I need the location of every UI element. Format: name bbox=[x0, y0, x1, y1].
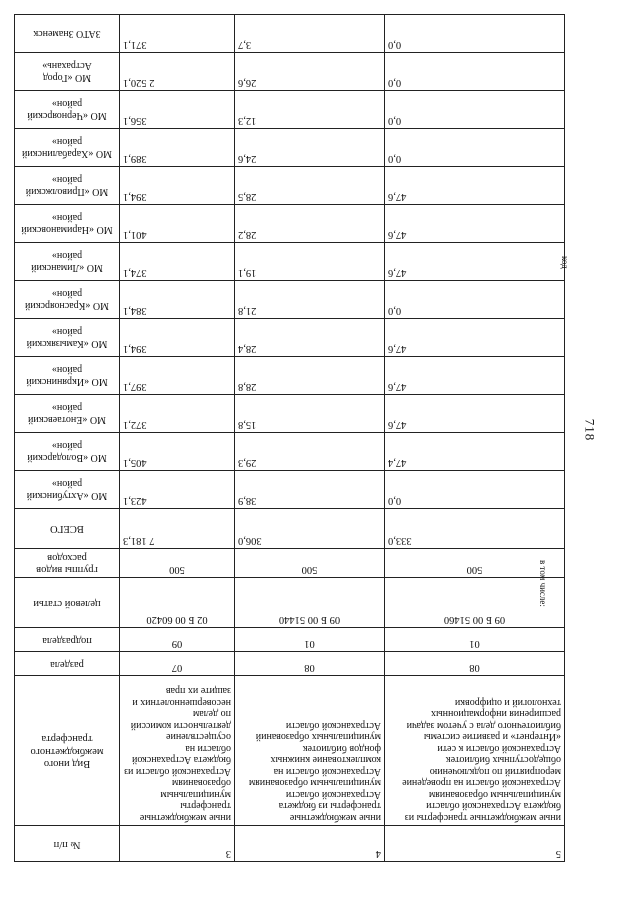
row-mo-value: 47,6 bbox=[385, 394, 565, 432]
row-mo-value: 374,1 bbox=[120, 242, 235, 280]
header-mo: МО «Харабалинский район» bbox=[15, 128, 120, 166]
row-mo-value: 389,1 bbox=[120, 128, 235, 166]
row-mo-value: 28,8 bbox=[235, 356, 385, 394]
row-mo-value: 26,6 bbox=[235, 52, 385, 90]
header-name: Вид иного межбюджетного трансферта bbox=[15, 676, 120, 826]
row-mo-value: 405,1 bbox=[120, 432, 235, 470]
row-name: иные межбюджетные трансферты из бюджета Астраханской области муниципальным образованиям Астраханской области на проведение мероприятий по подключению общедоступных библиотек Астраханской области к сети «Интернет» и развитие системы библиотечного дела с учетом задачи расширения информационных технологий и оцифровки bbox=[385, 676, 565, 826]
row-mo-value: 28,4 bbox=[235, 318, 385, 356]
header-mo: МО «Черноярский район» bbox=[15, 90, 120, 128]
header-mo: ЗАТО Знаменск bbox=[15, 14, 120, 52]
row-mo-value: 29,3 bbox=[235, 432, 385, 470]
page-number: 718 bbox=[582, 418, 598, 442]
row-mo-value: 38,9 bbox=[235, 470, 385, 508]
rotated-table-container bbox=[21, 28, 565, 862]
header-mo: МО «Красноярский район» bbox=[15, 280, 120, 318]
row-mo-value: 12,3 bbox=[235, 90, 385, 128]
row-mo-value: 3,7 bbox=[235, 14, 385, 52]
row-subsection: 01 bbox=[385, 628, 565, 652]
row-subsection: 01 bbox=[235, 628, 385, 652]
row-mo-value: 397,1 bbox=[120, 356, 235, 394]
header-total: ВСЕГО bbox=[15, 508, 120, 548]
row-total: 333,0 bbox=[385, 508, 565, 548]
row-mo-value: 47,6 bbox=[385, 318, 565, 356]
row-target: 09 Б 00 51440 bbox=[235, 578, 385, 628]
header-mo: МО «Приволжский район» bbox=[15, 166, 120, 204]
row-mo-value: 0,0 bbox=[385, 470, 565, 508]
header-mo: МО «Икрянинский район» bbox=[15, 356, 120, 394]
row-mo-value: 0,0 bbox=[385, 128, 565, 166]
row-exp-group: 500 bbox=[385, 548, 565, 577]
header-target: целевой статьи bbox=[15, 578, 120, 628]
row-mo-value: 371,1 bbox=[120, 14, 235, 52]
header-num: № п/п bbox=[15, 826, 120, 862]
row-mo-value: 394,1 bbox=[120, 318, 235, 356]
header-code-group: код bbox=[560, 256, 570, 269]
row-mo-value: 394,1 bbox=[120, 166, 235, 204]
header-mo: МО «Ахтубинский район» bbox=[15, 470, 120, 508]
row-mo-value: 47,6 bbox=[385, 242, 565, 280]
row-target: 09 Б 00 51460 bbox=[385, 578, 565, 628]
row-number: 5 bbox=[385, 826, 565, 862]
header-mo: МО «Камызякский район» bbox=[15, 318, 120, 356]
row-number: 4 bbox=[235, 826, 385, 862]
row-mo-value: 47,6 bbox=[385, 204, 565, 242]
row-mo-value: 0,0 bbox=[385, 90, 565, 128]
row-name: иные межбюджетные трансферты муниципальным образованиям Астраханской области из бюджета Астраханской области на осуществление деятельности комиссий по делам несовершеннолетних и защите их прав bbox=[120, 676, 235, 826]
row-mo-value: 0,0 bbox=[385, 14, 565, 52]
row-mo-value: 401,1 bbox=[120, 204, 235, 242]
header-mo: МО «Енотаевский район» bbox=[15, 394, 120, 432]
row-mo-value: 19,1 bbox=[235, 242, 385, 280]
header-subsection: подраздела bbox=[15, 628, 120, 652]
row-mo-value: 28,2 bbox=[235, 204, 385, 242]
row-mo-value: 47,6 bbox=[385, 166, 565, 204]
row-mo-value: 28,5 bbox=[235, 166, 385, 204]
row-total: 306,0 bbox=[235, 508, 385, 548]
row-mo-value: 15,8 bbox=[235, 394, 385, 432]
row-mo-value: 24,6 bbox=[235, 128, 385, 166]
row-number: 3 bbox=[120, 826, 235, 862]
row-mo-value: 356,1 bbox=[120, 90, 235, 128]
header-mo: МО «Город Астрахань» bbox=[15, 52, 120, 90]
row-mo-value: 2 520,1 bbox=[120, 52, 235, 90]
row-total: 7 181,3 bbox=[120, 508, 235, 548]
row-mo-value: 0,0 bbox=[385, 280, 565, 318]
header-section: раздела bbox=[15, 652, 120, 676]
row-target: 02 Б 00 60420 bbox=[120, 578, 235, 628]
row-section: 08 bbox=[235, 652, 385, 676]
row-mo-value: 47,4 bbox=[385, 432, 565, 470]
row-exp-group: 500 bbox=[235, 548, 385, 577]
row-name: иные межбюджетные трансферты из бюджета Астраханской области муниципальным образованиям Астраханской области на комплектование книжных фондов библиотек муниципальных образований Астраханской области bbox=[235, 676, 385, 826]
header-mo: МО «Лиманский район» bbox=[15, 242, 120, 280]
row-mo-value: 423,1 bbox=[120, 470, 235, 508]
header-exp-group: группы видов расходов bbox=[15, 548, 120, 577]
row-mo-value: 47,6 bbox=[385, 356, 565, 394]
row-mo-value: 384,1 bbox=[120, 280, 235, 318]
row-exp-group: 500 bbox=[120, 548, 235, 577]
row-section: 07 bbox=[120, 652, 235, 676]
transfers-table bbox=[14, 14, 565, 862]
row-mo-value: 372,1 bbox=[120, 394, 235, 432]
row-mo-value: 21,8 bbox=[235, 280, 385, 318]
header-mo: МО «Володарский район» bbox=[15, 432, 120, 470]
row-subsection: 09 bbox=[120, 628, 235, 652]
row-section: 08 bbox=[385, 652, 565, 676]
header-incl-label: в том числе: bbox=[538, 560, 548, 607]
row-mo-value: 0,0 bbox=[385, 52, 565, 90]
header-mo: МО «Наримановский район» bbox=[15, 204, 120, 242]
